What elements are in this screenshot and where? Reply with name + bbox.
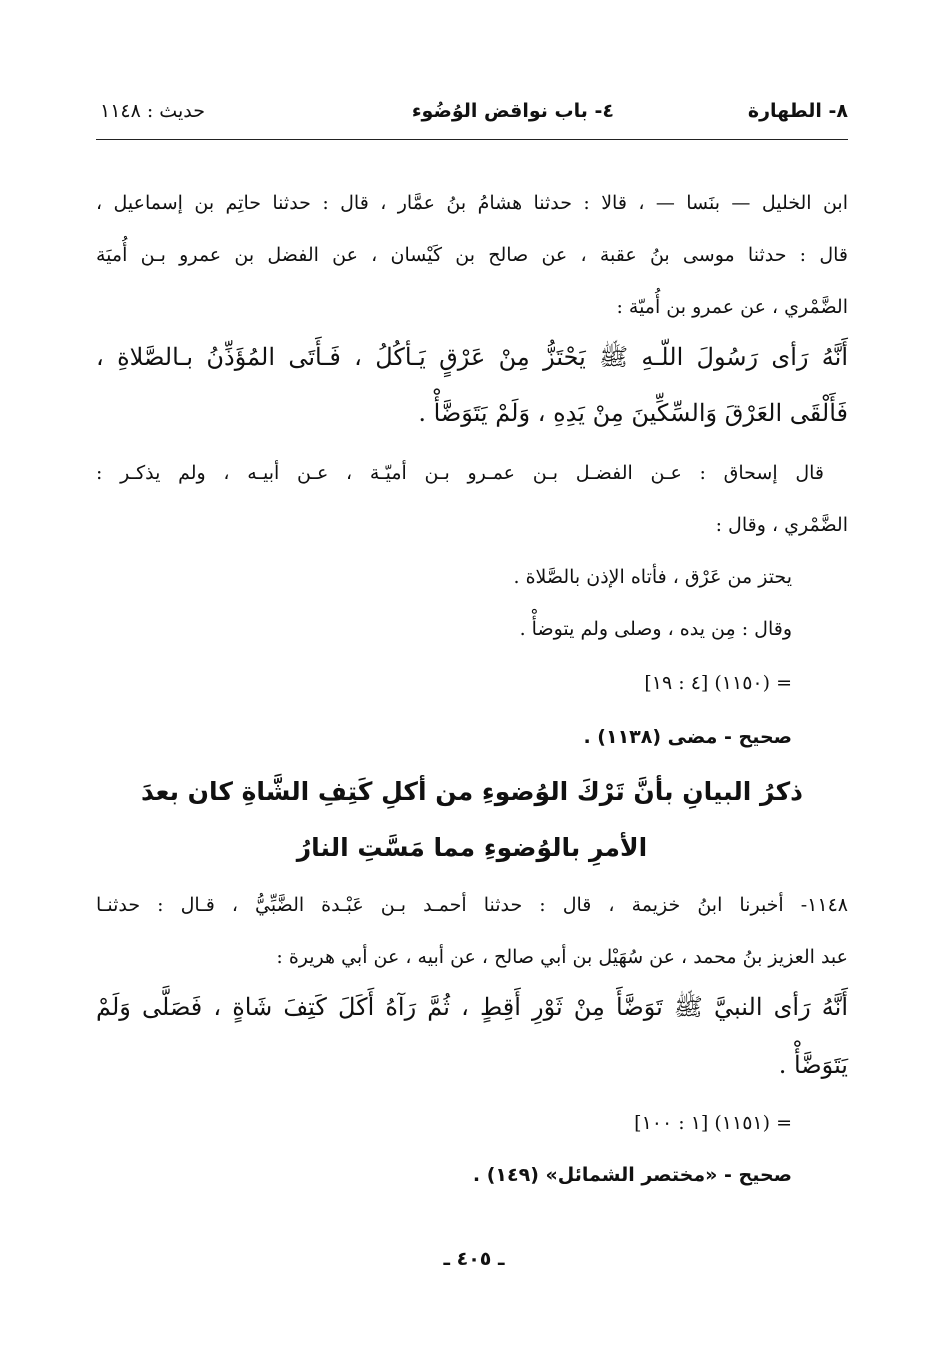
header-divider [96,139,848,140]
section-title: ٤- باب نواقض الوُضُوء [411,100,614,122]
grading-note: صحيح - مضى (١١٣٨) . [583,726,792,748]
hadith-text-line: أَنَّهُ رَأى النبيَّ ﷺ تَوَضَّأَ مِنْ ثَوْرِ أَقِطٍ ، ثُمَّ رَآهُ أَكَلَ كَتِفَ شَاةٍ ، فَصَلَّى وَلَمْ [96,993,848,1021]
text-line: قال إسحاق : عـن الفضـل بـن عمـرو بـن أميّـة ، عـن أبيـه ، ولم يذكـر : [96,462,824,484]
takhrij-reference: = (١١٥٠) [٤ : ١٩] [644,672,792,694]
text-line: يحتز من عَرْق ، فأتاه الإذن بالصَّلاة . [513,566,792,588]
hadith-text-line: يَتَوَضَّأْ . [778,1051,848,1079]
text-line: ابن الخليل — بنَسا — ، قالا : حدثنا هشامُ بنُ عمَّار ، قال : حدثنا حاتِم بن إسماعيل ، [96,192,848,214]
text-line: عبد العزيز بنُ محمد ، عن سُهَيْل بن أبي صالح ، عن أبيه ، عن أبي هريرة : [276,946,848,968]
hadith-text-line: أَنَّهُ رَأى رَسُولَ اللّـهِ ﷺ يَحْتَزُّ مِنْ عَرْقٍ يَـأكُلُ ، فَـأَتَى المُؤَذِّنُ بـالصَّلاةِ ، [96,343,848,371]
text-line: الضَّمْري ، عن عمرو بن أُميّة : [616,296,848,318]
text-line: ١١٤٨- أخبرنا ابنُ خزيمة ، قال : حدثنا أحمـد بـن عَبْـدة الضَّبِّيُّ ، قـال : حدثنـا [96,894,848,916]
chapter-heading-line: ذكرُ البيانِ بأنَّ تَرْكَ الوُضوءِ من أكلِ كَتِفِ الشَّاةِ كان بعدَ [141,777,803,806]
takhrij-reference: = (١١٥١) [١ : ١٠٠] [634,1112,792,1134]
text-line: الضَّمْري ، وقال : [715,514,848,536]
hadith-reference: حديث : ١١٤٨ [100,100,205,122]
text-line: وقال : مِن يده ، وصلى ولم يتوضأْ . [519,618,792,640]
chapter-title: ٨- الطهارة [747,100,848,122]
grading-note: صحيح - «مختصر الشمائل» (١٤٩) . [472,1164,792,1186]
hadith-text-line: فَأَلْقَى العَرْقَ وَالسِّكِّينَ مِنْ يَدِهِ ، وَلَمْ يَتَوَضَّأْ . [418,399,848,427]
text-line: قال : حدثنا موسى بنُ عقبة ، عن صالح بن كَيْسان ، عن الفضل بن عمرو بـن أُميَة [96,244,848,266]
page-number: ـ ٤٠٥ ـ [443,1248,505,1270]
running-header [96,100,848,140]
chapter-heading-line: الأمرِ بالوُضوءِ مما مَسَّتِ النارُ [296,833,648,862]
